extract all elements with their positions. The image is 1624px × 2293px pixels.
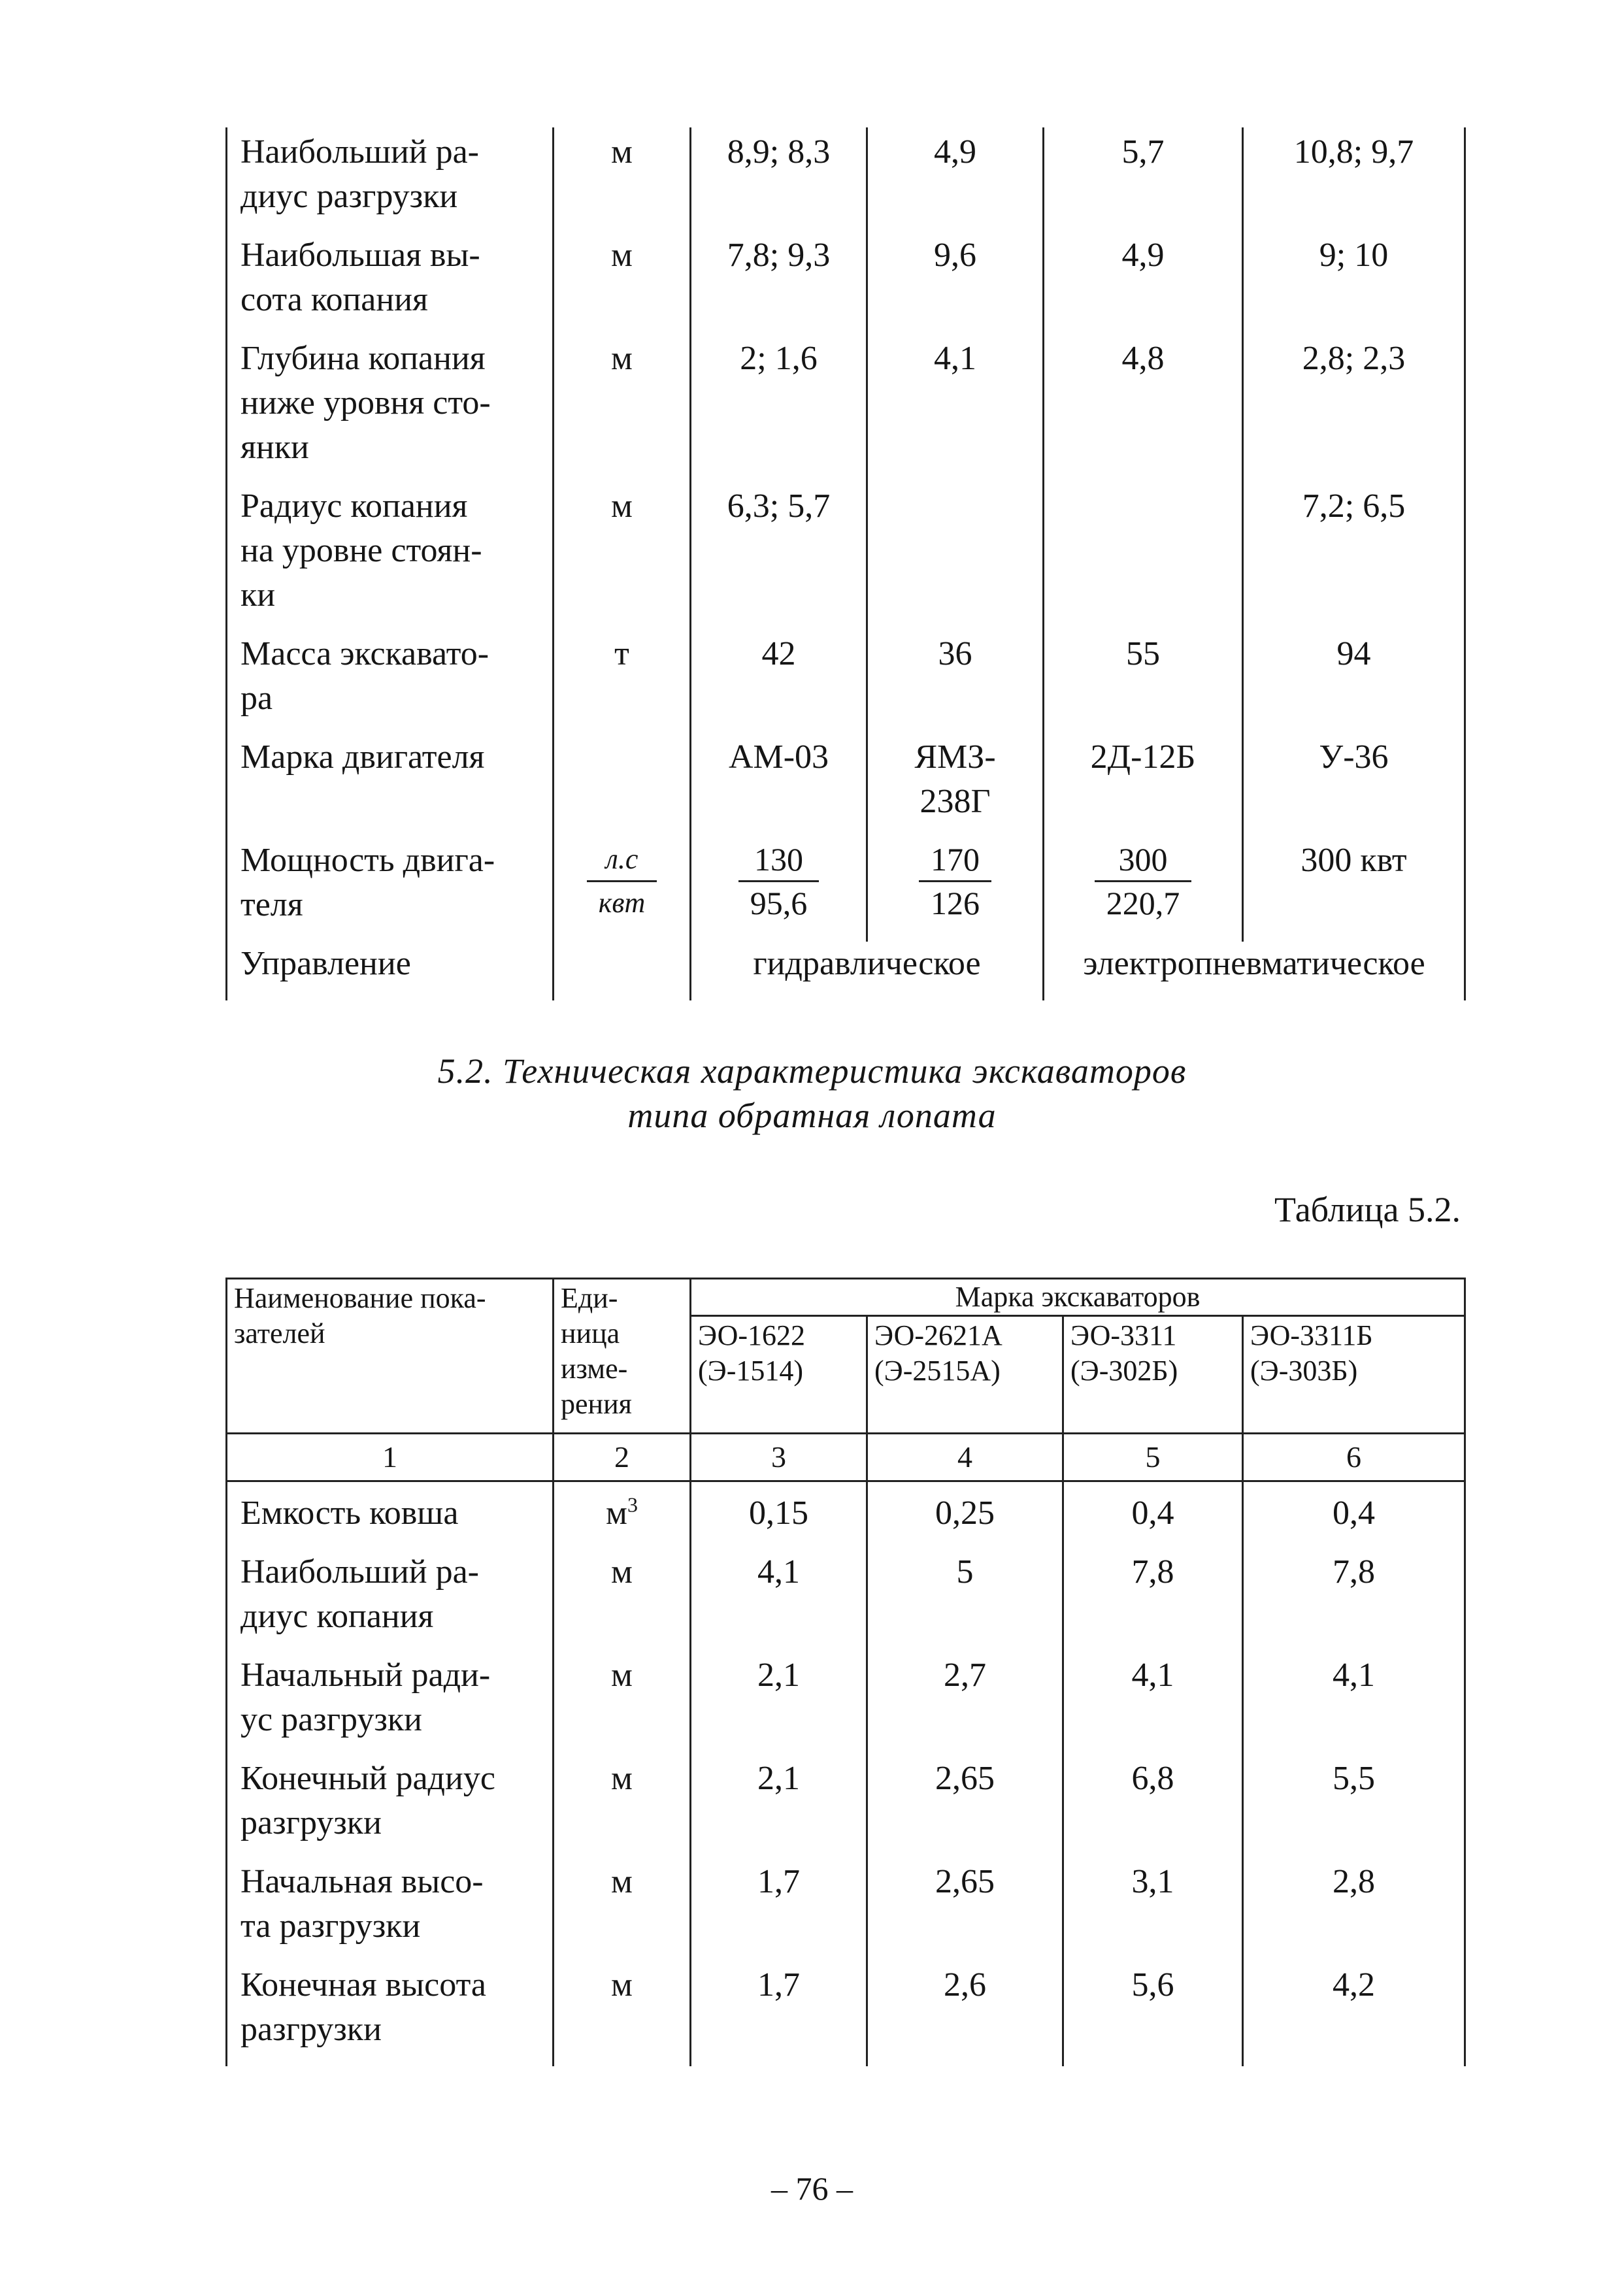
column-number-row <box>227 1434 1465 1481</box>
control-hydraulic-text: гидравлическое <box>753 945 981 982</box>
row-value-text: 1,7 <box>757 1863 800 1900</box>
row-label-text: Конечный радиус разгрузки <box>240 1760 495 1841</box>
row-value-text: 2,8; 2,3 <box>1302 340 1406 377</box>
row-value <box>691 337 867 484</box>
row-value-text: 10,8; 9,7 <box>1293 133 1414 171</box>
row-unit <box>554 233 691 337</box>
row-value-text: 1,7 <box>757 1966 800 2004</box>
table-row <box>227 1963 1465 2066</box>
row-value-text: 2; 1,6 <box>740 340 818 377</box>
row-value <box>1063 1757 1243 1860</box>
row-label <box>227 1860 554 1963</box>
row-unit <box>554 1963 691 2066</box>
table-header-row-1 <box>227 1279 1465 1316</box>
row-value <box>691 1653 867 1757</box>
row-value-text: 4,1 <box>1131 1657 1174 1694</box>
row-value-text: 2,1 <box>757 1657 800 1694</box>
row-unit-text: м <box>611 487 633 525</box>
header-model <box>867 1316 1063 1434</box>
header-model <box>1063 1316 1243 1434</box>
row-value <box>1243 1653 1465 1757</box>
row-unit <box>554 1481 691 1551</box>
row-unit-text: м <box>611 133 633 171</box>
row-value-text: 4,1 <box>934 340 976 377</box>
header-unit-text: Еди- ница изме- рения <box>561 1282 632 1420</box>
row-label-text: Наибольший ра- диус копания <box>240 1553 479 1635</box>
row-value <box>867 127 1044 233</box>
row-value-text: 7,8 <box>1333 1553 1376 1591</box>
row-value <box>1063 1550 1243 1653</box>
row-value <box>867 1860 1063 1963</box>
power-value <box>1044 838 1243 942</box>
row-value-text: АМ-03 <box>728 738 829 776</box>
power-kw: 95,6 <box>750 885 808 921</box>
row-unit-empty <box>554 942 691 1000</box>
row-value <box>1243 1860 1465 1963</box>
row-value-text: 2,6 <box>944 1966 986 2004</box>
row-value <box>691 484 867 632</box>
caption-line-2: типа обратная лопата <box>627 1096 997 1135</box>
row-value <box>1063 1860 1243 1963</box>
table-row <box>227 632 1465 735</box>
column-number: 5 <box>1063 1434 1243 1481</box>
row-value-text: 4,9 <box>1121 237 1165 274</box>
row-unit-text: м <box>611 340 633 377</box>
row-value <box>867 1653 1063 1757</box>
row-label <box>227 233 554 337</box>
row-label-text: Емкость ковша <box>240 1494 459 1532</box>
row-unit <box>554 1550 691 1653</box>
row-value-text: 8,9; 8,3 <box>727 133 831 171</box>
row-value <box>867 1963 1063 2066</box>
column-number: 1 <box>227 1434 554 1481</box>
row-value-text: 9; 10 <box>1319 237 1389 274</box>
row-unit-superscript: 3 <box>627 1493 638 1517</box>
header-model <box>691 1316 867 1434</box>
row-value-text: 4,1 <box>1333 1657 1376 1694</box>
power-kw: 220,7 <box>1106 885 1180 921</box>
row-value-text: ЯМЗ- 238Г <box>914 738 996 820</box>
row-value <box>1044 127 1243 233</box>
table-row <box>227 1653 1465 1757</box>
power-fraction <box>1095 838 1192 924</box>
row-value-text: 5,5 <box>1333 1760 1376 1797</box>
row-value-text: 2,65 <box>935 1760 995 1797</box>
row-value <box>1044 632 1243 735</box>
control-electropneumatic-text: электропневматическое <box>1083 945 1425 982</box>
row-value-text: 4,2 <box>1333 1966 1376 2004</box>
row-value-text: 6,8 <box>1131 1760 1174 1797</box>
power-value-4 <box>1243 838 1465 942</box>
row-value <box>867 632 1044 735</box>
row-label-text: Масса экскавато- ра <box>240 635 489 717</box>
backhoe-specs-table <box>225 1278 1466 2066</box>
row-label <box>227 838 554 942</box>
row-unit <box>554 337 691 484</box>
row-value <box>1243 233 1465 337</box>
row-value <box>1243 1757 1465 1860</box>
table-row-control <box>227 942 1465 1000</box>
row-unit <box>554 735 691 838</box>
row-value-text: 2,1 <box>757 1760 800 1797</box>
row-value <box>1063 1963 1243 2066</box>
row-value-text: 7,2; 6,5 <box>1302 487 1406 525</box>
row-value-text: 9,6 <box>934 237 976 274</box>
row-value <box>691 735 867 838</box>
row-unit-text: м <box>611 1553 633 1591</box>
unit-kw: квт <box>598 887 646 919</box>
table-row <box>227 1550 1465 1653</box>
row-label-text: Конечная высота разгрузки <box>240 1966 487 2048</box>
power-unit <box>554 838 691 942</box>
row-label <box>227 632 554 735</box>
table-row <box>227 484 1465 632</box>
power-value-4-text: 300 квт <box>1301 842 1407 879</box>
row-value <box>867 735 1044 838</box>
power-hp: 130 <box>738 838 820 882</box>
row-value <box>1044 233 1243 337</box>
row-label-text: Начальный ради- ус разгрузки <box>240 1657 491 1738</box>
row-value <box>867 1550 1063 1653</box>
column-number: 6 <box>1243 1434 1465 1481</box>
row-label <box>227 1963 554 2066</box>
row-unit-text: м <box>611 237 633 274</box>
row-label <box>227 1550 554 1653</box>
header-unit <box>554 1279 691 1434</box>
row-value-text: 4,1 <box>757 1553 800 1591</box>
power-fraction <box>919 838 991 924</box>
row-value <box>691 1481 867 1551</box>
row-value <box>1243 127 1465 233</box>
section-caption <box>0 1049 1624 1138</box>
header-model-text: ЭО-3311 (Э-302Б) <box>1070 1319 1178 1387</box>
row-value <box>691 1757 867 1860</box>
power-hp: 300 <box>1095 838 1192 882</box>
header-model-text: ЭО-1622 (Э-1514) <box>698 1319 806 1387</box>
row-label-text: Глубина копания ниже уровня сто- янки <box>240 340 491 466</box>
column-number: 2 <box>554 1434 691 1481</box>
row-unit-text: м <box>606 1494 627 1532</box>
row-value-text: 5 <box>956 1553 974 1591</box>
row-value-text: 55 <box>1126 635 1160 672</box>
header-model-text: ЭО-2621А (Э-2515А) <box>874 1319 1003 1387</box>
row-value-text: 0,15 <box>749 1494 808 1532</box>
page-number: – 76 – <box>771 2170 853 2207</box>
table-row <box>227 1481 1465 1551</box>
column-number: 3 <box>691 1434 867 1481</box>
row-value <box>1243 337 1465 484</box>
row-label-text: Наибольший ра- диус разгрузки <box>240 133 479 215</box>
row-value-text: 36 <box>938 635 972 672</box>
row-value-text: 42 <box>761 635 796 672</box>
row-value <box>867 233 1044 337</box>
power-hp: 170 <box>919 838 991 882</box>
row-value-text: 0,4 <box>1131 1494 1174 1532</box>
control-electropneumatic <box>1044 942 1465 1000</box>
caption-line-1: 5.2. Техническая характеристика экскаваторов <box>437 1051 1187 1091</box>
row-unit <box>554 632 691 735</box>
row-label-text: Управление <box>240 945 411 982</box>
row-label-text: Наибольшая вы- сота копания <box>240 237 480 318</box>
row-label <box>227 942 554 1000</box>
row-value <box>691 1550 867 1653</box>
excavator-specs-table-continued <box>225 127 1466 1000</box>
row-value-text: 4,9 <box>934 133 976 171</box>
row-value <box>691 632 867 735</box>
row-label <box>227 1481 554 1551</box>
row-value <box>1243 1481 1465 1551</box>
row-value-text: 5,6 <box>1131 1966 1174 2004</box>
row-label <box>227 337 554 484</box>
row-label-text: Марка двигателя <box>240 738 485 776</box>
unit-hp: л.с <box>587 838 657 882</box>
row-value <box>1243 632 1465 735</box>
row-value-text: 6,3; 5,7 <box>727 487 831 525</box>
row-unit <box>554 484 691 632</box>
row-value <box>1243 735 1465 838</box>
power-fraction <box>738 838 820 924</box>
power-value <box>867 838 1044 942</box>
column-number: 4 <box>867 1434 1063 1481</box>
row-value <box>1063 1653 1243 1757</box>
row-unit-text: м <box>611 1657 633 1694</box>
row-label <box>227 484 554 632</box>
header-excavator-models-group: Марка экскаваторов <box>691 1279 1465 1316</box>
table-row <box>227 127 1465 233</box>
row-value <box>691 1963 867 2066</box>
row-value <box>867 1757 1063 1860</box>
row-label-text: Начальная высо- та разгрузки <box>240 1863 484 1945</box>
row-value-text: 0,4 <box>1333 1494 1376 1532</box>
row-value <box>691 233 867 337</box>
row-label <box>227 735 554 838</box>
power-value <box>691 838 867 942</box>
table-row-power <box>227 838 1465 942</box>
row-unit <box>554 1653 691 1757</box>
power-unit-fraction <box>587 838 657 924</box>
row-value-text: 2Д-12Б <box>1090 738 1196 776</box>
header-indicator-name-text: Наименование пока- зателей <box>234 1282 486 1349</box>
row-value <box>1044 735 1243 838</box>
control-hydraulic <box>691 942 1044 1000</box>
row-unit-text: м <box>611 1760 633 1797</box>
row-value-text: У-36 <box>1319 738 1389 776</box>
row-value <box>867 1481 1063 1551</box>
row-value-text: 2,65 <box>935 1863 995 1900</box>
row-label <box>227 127 554 233</box>
row-value-text: 5,7 <box>1121 133 1165 171</box>
row-value <box>1044 337 1243 484</box>
row-value <box>1243 1550 1465 1653</box>
table-row <box>227 1757 1465 1860</box>
header-indicator-name <box>227 1279 554 1434</box>
row-label <box>227 1653 554 1757</box>
row-unit <box>554 1860 691 1963</box>
table-row <box>227 1860 1465 1963</box>
row-unit-text: т <box>614 635 629 672</box>
row-value <box>867 337 1044 484</box>
table-row <box>227 735 1465 838</box>
header-model-text: ЭО-3311Б (Э-303Б) <box>1250 1319 1373 1387</box>
row-unit <box>554 1757 691 1860</box>
row-label <box>227 1757 554 1860</box>
table-row <box>227 233 1465 337</box>
power-kw: 126 <box>931 885 980 921</box>
row-value <box>1044 484 1243 632</box>
row-unit-text: м <box>611 1863 633 1900</box>
row-label-text: Мощность двига- теля <box>240 842 495 923</box>
row-value <box>1243 1963 1465 2066</box>
row-value-text: 4,8 <box>1121 340 1165 377</box>
row-value-text: 7,8; 9,3 <box>727 237 831 274</box>
table-number: Таблица 5.2. <box>1274 1190 1461 1229</box>
row-value <box>691 1860 867 1963</box>
row-value-text: 2,7 <box>944 1657 986 1694</box>
row-unit-text: м <box>611 1966 633 2004</box>
row-value <box>691 127 867 233</box>
row-value-text: 7,8 <box>1131 1553 1174 1591</box>
row-label-text: Радиус копания на уровне стоян- ки <box>240 487 482 614</box>
row-value-text: 94 <box>1336 635 1371 672</box>
row-value-text: 2,8 <box>1333 1863 1376 1900</box>
row-value <box>867 484 1044 632</box>
table-row <box>227 337 1465 484</box>
header-model <box>1243 1316 1465 1434</box>
row-value-text: 3,1 <box>1131 1863 1174 1900</box>
row-value <box>1063 1481 1243 1551</box>
row-unit <box>554 127 691 233</box>
row-value <box>1243 484 1465 632</box>
row-value-text: 0,25 <box>935 1494 995 1532</box>
